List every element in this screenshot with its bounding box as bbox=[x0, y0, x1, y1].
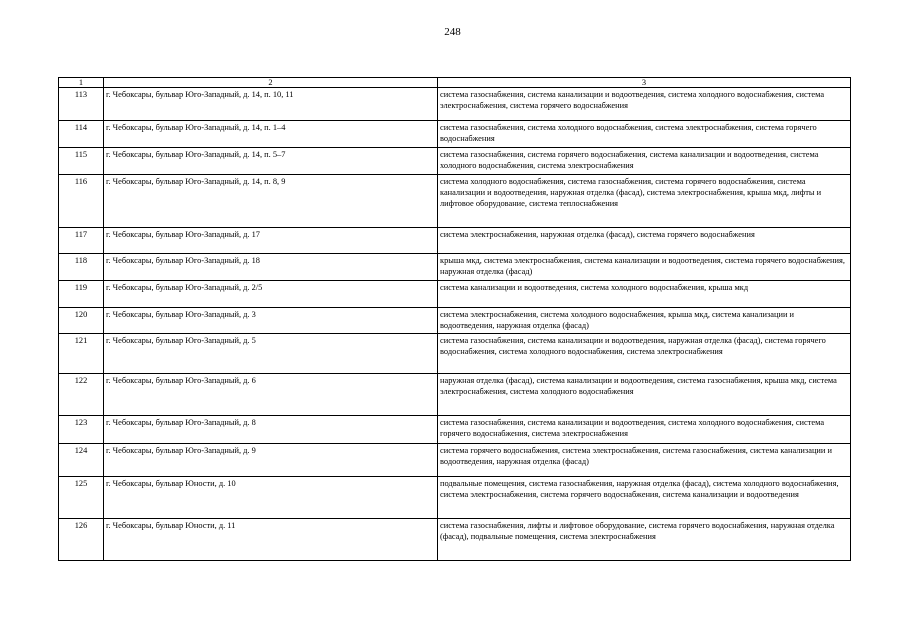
row-number: 113 bbox=[59, 88, 104, 121]
row-address: г. Чебоксары, бульвар Юго-Западный, д. 6 bbox=[104, 374, 438, 416]
row-systems: система горячего водоснабжения, система электроснабжения, система газоснабжения, система канализации и водоотведения, наружная отделка (фасад) bbox=[438, 444, 851, 477]
header-col-3: 3 bbox=[438, 78, 851, 88]
row-number: 122 bbox=[59, 374, 104, 416]
row-number: 121 bbox=[59, 334, 104, 374]
table-row bbox=[59, 281, 851, 308]
row-systems: крыша мкд, система электроснабжения, система канализации и водоотведения, система горячего водоснабжения, наружная отделка (фасад) bbox=[438, 254, 851, 281]
table-row bbox=[59, 228, 851, 254]
row-number: 117 bbox=[59, 228, 104, 254]
table-row bbox=[59, 254, 851, 281]
row-address: г. Чебоксары, бульвар Юго-Западный, д. 14, п. 1–4 bbox=[104, 121, 438, 148]
row-systems: система газоснабжения, система горячего водоснабжения, система канализации и водоотведения, система холодного водоснабжения, система электроснабжения bbox=[438, 148, 851, 175]
row-systems: система электроснабжения, наружная отделка (фасад), система горячего водоснабжения bbox=[438, 228, 851, 254]
row-number: 114 bbox=[59, 121, 104, 148]
table-header-row bbox=[59, 78, 851, 88]
table-row bbox=[59, 374, 851, 416]
row-address: г. Чебоксары, бульвар Юго-Западный, д. 14, п. 10, 11 bbox=[104, 88, 438, 121]
row-address: г. Чебоксары, бульвар Юго-Западный, д. 14, п. 5–7 bbox=[104, 148, 438, 175]
page-number: 248 bbox=[444, 26, 461, 38]
row-address: г. Чебоксары, бульвар Юго-Западный, д. 3 bbox=[104, 308, 438, 334]
row-systems: система газоснабжения, лифты и лифтовое оборудование, система горячего водоснабжения, наружная отделка (фасад), подвальные помещения, система электроснабжения bbox=[438, 519, 851, 561]
header-col-2: 2 bbox=[104, 78, 438, 88]
row-systems: наружная отделка (фасад), система канализации и водоотведения, система газоснабжения, крыша мкд, система электроснабжения, система холодного водоснабжения bbox=[438, 374, 851, 416]
row-number: 126 bbox=[59, 519, 104, 561]
row-address: г. Чебоксары, бульвар Юго-Западный, д. 2/5 bbox=[104, 281, 438, 308]
row-number: 125 bbox=[59, 477, 104, 519]
row-systems: система газоснабжения, система канализации и водоотведения, система холодного водоснабжения, система электроснабжения, система горячего водоснабжения bbox=[438, 88, 851, 121]
row-systems: подвальные помещения, система газоснабжения, наружная отделка (фасад), система холодного водоснабжения, система электроснабжения, система горячего водоснабжения, система канализации и водоотведения bbox=[438, 477, 851, 519]
table-row bbox=[59, 477, 851, 519]
table-row bbox=[59, 444, 851, 477]
row-address: г. Чебоксары, бульвар Юго-Западный, д. 17 bbox=[104, 228, 438, 254]
row-address: г. Чебоксары, бульвар Юго-Западный, д. 9 bbox=[104, 444, 438, 477]
row-systems: система газоснабжения, система холодного водоснабжения, система электроснабжения, система горячего водоснабжения bbox=[438, 121, 851, 148]
row-number: 118 bbox=[59, 254, 104, 281]
row-systems: система газоснабжения, система канализации и водоотведения, система холодного водоснабжения, система горячего водоснабжения, система электроснабжения bbox=[438, 416, 851, 444]
table-row bbox=[59, 148, 851, 175]
row-systems: система канализации и водоотведения, система холодного водоснабжения, крыша мкд bbox=[438, 281, 851, 308]
table-row bbox=[59, 88, 851, 121]
row-systems: система холодного водоснабжения, система газоснабжения, система горячего водоснабжения, система канализации и водоотведения, наружная отделка (фасад), система электроснабжения, крыша мкд, лифты и лифтовое оборудование, система теплоснабжения bbox=[438, 175, 851, 228]
table-row bbox=[59, 334, 851, 374]
table-row bbox=[59, 308, 851, 334]
row-address: г. Чебоксары, бульвар Юго-Западный, д. 18 bbox=[104, 254, 438, 281]
table-row bbox=[59, 175, 851, 228]
row-number: 116 bbox=[59, 175, 104, 228]
row-number: 124 bbox=[59, 444, 104, 477]
header-col-1: 1 bbox=[59, 78, 104, 88]
row-number: 119 bbox=[59, 281, 104, 308]
row-address: г. Чебоксары, бульвар Юности, д. 11 bbox=[104, 519, 438, 561]
row-address: г. Чебоксары, бульвар Юго-Западный, д. 14, п. 8, 9 bbox=[104, 175, 438, 228]
row-address: г. Чебоксары, бульвар Юности, д. 10 bbox=[104, 477, 438, 519]
row-systems: система электроснабжения, система холодного водоснабжения, крыша мкд, система канализации и водоотведения, наружная отделка (фасад) bbox=[438, 308, 851, 334]
row-systems: система газоснабжения, система канализации и водоотведения, наружная отделка (фасад), система горячего водоснабжения, система холодного водоснабжения, система электроснабжения bbox=[438, 334, 851, 374]
row-address: г. Чебоксары, бульвар Юго-Западный, д. 5 bbox=[104, 334, 438, 374]
table-row bbox=[59, 121, 851, 148]
table-row bbox=[59, 519, 851, 561]
register-table bbox=[58, 77, 851, 561]
row-number: 123 bbox=[59, 416, 104, 444]
row-number: 120 bbox=[59, 308, 104, 334]
row-address: г. Чебоксары, бульвар Юго-Западный, д. 8 bbox=[104, 416, 438, 444]
row-number: 115 bbox=[59, 148, 104, 175]
table-row bbox=[59, 416, 851, 444]
